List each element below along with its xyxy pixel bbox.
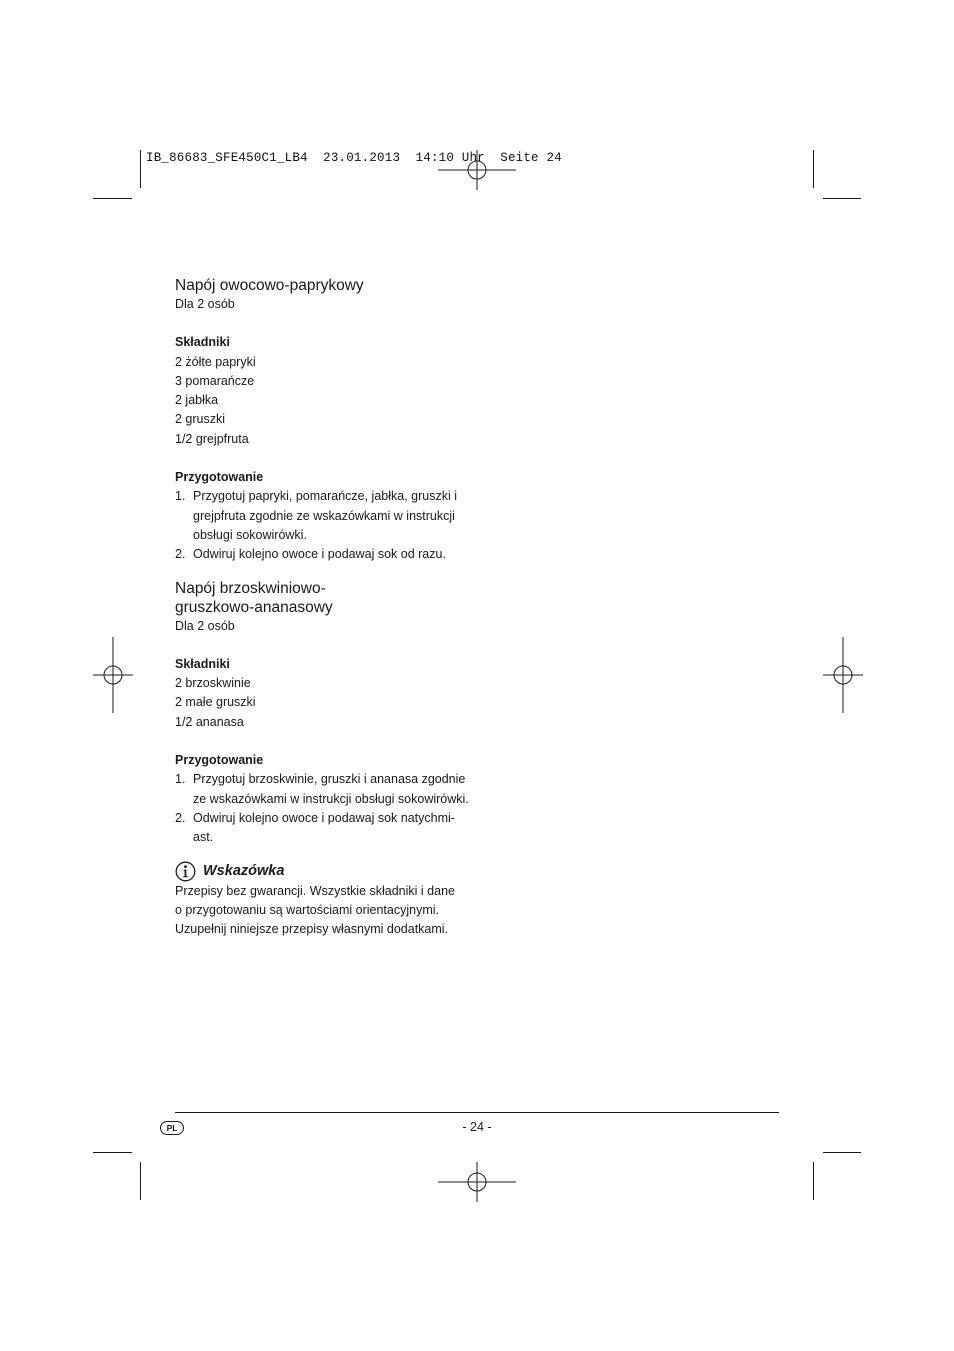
- recipe-content: [175, 276, 475, 939]
- step-line: Odwiruj kolejno owoce i podawaj sok natychmi-: [193, 810, 455, 825]
- note-line: Uzupełnij niniejsze przepisy własnymi dodatkami.: [175, 922, 449, 937]
- step-item: [175, 770, 475, 809]
- registration-mark-right: [823, 637, 863, 713]
- print-slug: IB_86683_SFE450C1_LB4 23.01.2013 14:10 Uhr Seite 24: [146, 151, 562, 165]
- preparation-heading: Przygotowanie: [175, 470, 264, 485]
- servings: Dla 2 osób: [175, 297, 235, 311]
- step-number: 2.: [175, 547, 186, 562]
- step-line: Przygotuj papryki, pomarańcze, jabłka, gruszki i: [193, 489, 458, 504]
- ingredient-item: 2 brzoskwinie: [175, 676, 251, 691]
- recipe-title-line: gruszkowo-ananasowy: [175, 598, 333, 616]
- recipe-2: [175, 579, 475, 848]
- step-item: [175, 545, 475, 564]
- step-line: ast.: [193, 830, 214, 845]
- step-line: Przygotuj brzoskwinie, gruszki i ananasa zgodnie: [193, 772, 466, 787]
- preparation-heading: Przygotowanie: [175, 753, 264, 768]
- step-item: [175, 487, 475, 545]
- note-heading: [175, 861, 475, 882]
- preparation-steps: [175, 770, 475, 847]
- step-number: 1.: [175, 772, 186, 787]
- step-number: 2.: [175, 810, 186, 825]
- ingredients-list: [175, 353, 475, 449]
- step-item: [175, 809, 475, 848]
- recipe-title: Napój owocowo-paprykowy: [175, 277, 364, 294]
- step-line: grejpfruta zgodnie ze wskazówkami w instrukcji: [193, 508, 455, 523]
- footer-divider: [175, 1112, 779, 1113]
- info-icon: [175, 861, 196, 882]
- language-badge: PL: [160, 1121, 184, 1135]
- step-number: 1.: [175, 489, 186, 504]
- step-line: ze wskazówkami w instrukcji obsługi sokowirówki.: [193, 791, 469, 806]
- ingredient-item: 2 żółte papryki: [175, 354, 256, 369]
- note-line: o przygotowaniu są wartościami orientacyjnymi.: [175, 902, 439, 917]
- note-title: Wskazówka: [203, 862, 285, 879]
- recipe-1: [175, 276, 475, 565]
- ingredients-heading: Składniki: [175, 656, 230, 671]
- step-line: obsługi sokowirówki.: [193, 527, 307, 542]
- ingredient-item: 2 gruszki: [175, 412, 226, 427]
- page-number: - 24 -: [462, 1120, 492, 1134]
- note-text: [175, 882, 465, 940]
- ingredient-item: 1/2 ananasa: [175, 714, 244, 729]
- ingredient-item: 1/2 grejpfruta: [175, 431, 249, 446]
- ingredients-list: [175, 674, 475, 732]
- servings: Dla 2 osób: [175, 618, 235, 633]
- ingredient-item: 2 małe gruszki: [175, 695, 256, 710]
- recipe-title-line: Napój brzoskwiniowo-: [175, 579, 326, 597]
- ingredient-item: 3 pomarańcze: [175, 373, 255, 388]
- ingredient-item: 2 jabłka: [175, 393, 219, 408]
- registration-mark-left: [93, 637, 133, 713]
- ingredients-heading: Składniki: [175, 335, 230, 350]
- registration-mark-top: [438, 150, 516, 190]
- recipe-title: [175, 579, 475, 617]
- registration-mark-bottom: [438, 1162, 516, 1202]
- note-line: Przepisy bez gwarancji. Wszystkie składniki i dane: [175, 883, 455, 898]
- note-box: [175, 861, 475, 940]
- preparation-steps: [175, 487, 475, 564]
- step-line: Odwiruj kolejno owoce i podawaj sok od razu.: [193, 547, 446, 562]
